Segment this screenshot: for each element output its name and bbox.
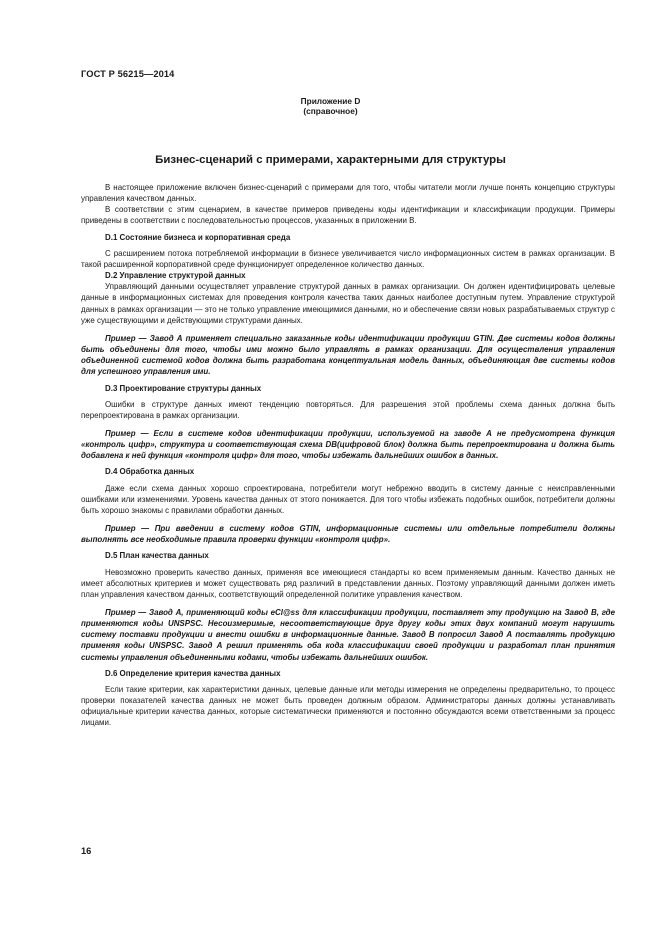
page-title: Бизнес-сценарий с примерами, характерными для структуры [155, 154, 506, 166]
section-paragraph: С расширением потока потребляемой информации в бизнесе увеличивается число информационных систем в рамках организации. В такой расширенной корпоративной среде функционирует определенное количество данных. [81, 248, 615, 269]
section-heading-d4: D.4 Обработка данных [105, 467, 195, 477]
page-number: 16 [81, 846, 92, 856]
document-body [81, 182, 615, 729]
section-paragraph: Управляющий данными осуществляет управление структурой данных в рамках организации. Он должен идентифицировать целевые данные в информационных системах для проведения контроля качества таких данных наиболее доступным путем. Управление структурой данных в рамках организации — это не только управление имеющимися данными, но и обеспечение связи новых разрабатываемых структур с уже существующими и действующими структурами данных. [81, 282, 615, 325]
section-heading-d3: D.3 Проектирование структуры данных [105, 383, 262, 393]
section-heading-d5: D.5 План качества данных [105, 551, 209, 561]
section-heading-d6: D.6 Определение критерия качества данных [105, 668, 281, 678]
section-paragraph: Даже если схема данных хорошо спроектирована, потребители могут небрежно вводить в систему данные с неисправленными ошибками или изменениями. Уровень качества данных от этого понижается. Для того чтобы избежать подобных ошибок, потребители должны быть хорошо знакомы с правилами обработки данных. [81, 483, 615, 515]
section-paragraph: Если такие критерии, как характеристики данных, целевые данные или методы измерения не определены предварительно, то процесс проверки показателей качества данных не может быть проведен должным образом. Администраторы данных должны устанавливать официальные критерии качества данных, которые систематически применяются и постоянно обсуждаются всеми ответственными за процесс лицами. [81, 684, 615, 728]
section-heading-d2: D.2 Управление структурой данных [105, 271, 246, 281]
appendix-type: (справочное) [303, 106, 358, 116]
section-paragraph: Ошибки в структуре данных имеют тенденцию повторяться. Для разрешения этой проблемы схема данных должна быть перепроектирована в рамках организации. [81, 399, 615, 420]
intro-paragraph: В соответствии с этим сценарием, в качестве примеров приведены коды идентификации и классификации продукции. Примеры приведены в соответствии с последовательностью процессов, указанных в приложении В. [81, 205, 615, 226]
example-paragraph: Пример — При введении в систему кодов GTIN, информационные системы или отдельные потребители должны выполнять все необходимые правила проверки функции «контроля цифр». [81, 524, 615, 545]
example-paragraph: Пример — Завод А, применяющий коды eCl@ss для классификации продукции, поставляет эту продукцию на Завод В, где применяются коды UNSPSC. Несоизмеримые, несоответствующие друг другу коды этих двух компаний могут нарушить систему поставки продукции и внести ошибки в информационные данные. Завод В попросил Завод А поставлять продукцию применяя коды UNSPSC. Завод А решил применять оба кода классификации своей продукции и разработал план принятия системы управления объединенными кодами, чтобы избежать дальнейших ошибок. [81, 608, 615, 662]
section-heading-d1: D.1 Состояние бизнеса и корпоративная среда [105, 232, 291, 242]
intro-paragraph: В настоящее приложение включен бизнес-сценарий с примерами для того, чтобы читатели могли лучше понять концепцию структуры управления качеством данных. [81, 183, 615, 204]
appendix-label: Приложение D [300, 96, 361, 106]
example-paragraph: Пример — Завод А применяет специально заказанные коды идентификации продукции GTIN. Две системы кодов должны быть объединены для того, чтобы ими можно было управлять в рамках организации. Для осуществления управления объединенной системой кодов должна быть разработана концептуальная модель данных, объединяющая две системы кодов для успешного управления ими. [81, 333, 615, 377]
section-paragraph: Невозможно проверить качество данных, применяя все имеющиеся стандарты ко всем применяемым данным. Качество данных не имеет абсолютных критериев и может существовать ряд различий в представлении данных. Поэтому управляющий данными должен иметь план управления качеством данных, соответствующий определенной политике управления качеством. [81, 567, 615, 599]
standard-header: ГОСТ Р 56215—2014 [81, 69, 175, 79]
example-paragraph: Пример — Если в системе кодов идентификации продукции, используемой на заводе А не предусмотрена функция «контроль цифр», структура и соответствующая схема DB(цифровой блок) должна быть перепроектирована и должна быть добавлена к ней функция «контроля цифр» для того, чтобы избежать дальнейших ошибок в данных. [81, 428, 615, 461]
